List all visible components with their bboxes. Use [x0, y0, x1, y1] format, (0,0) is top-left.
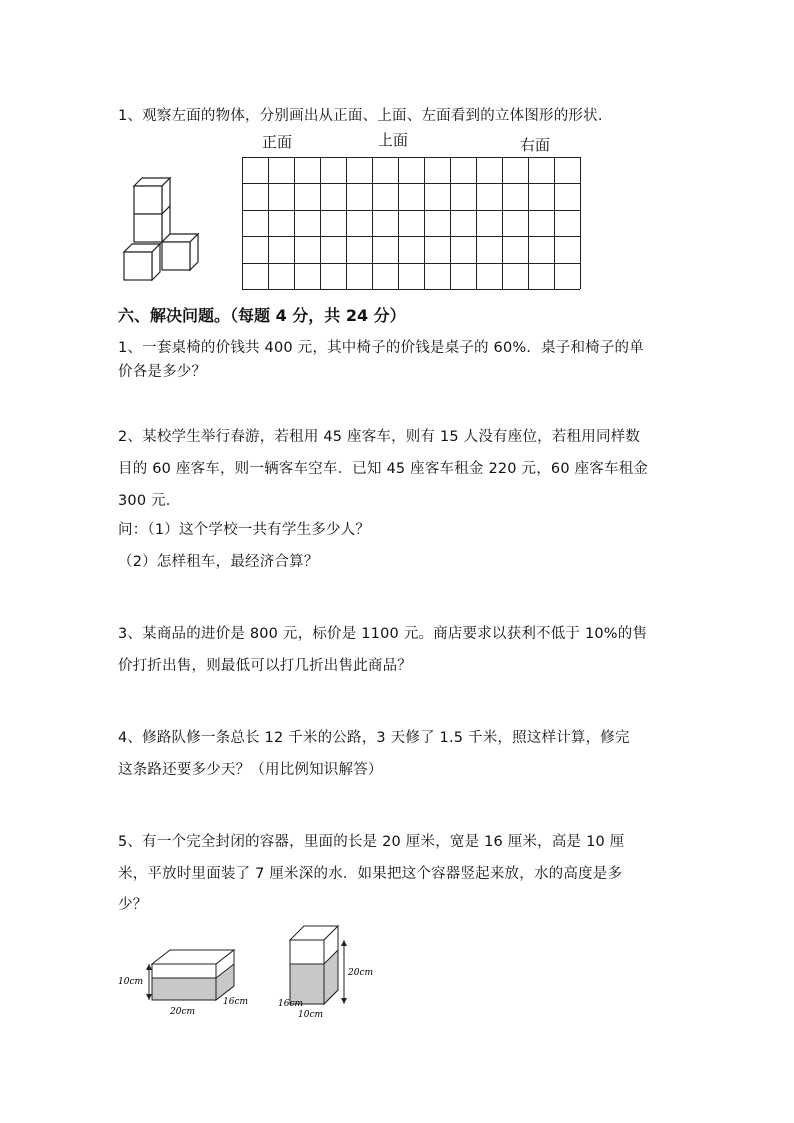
label-front-view: 正面	[262, 133, 293, 151]
q2-line-4: 问：（1）这个学校一共有学生多少人？	[118, 522, 371, 538]
cube-stack-figure	[120, 176, 200, 286]
upright-water-front	[290, 964, 324, 1004]
q4-line-1: 4、修路队修一条总长 12 千米的公路，3 天修了 1.5 千米，照这样计算，修完	[118, 730, 630, 746]
upright-width-label: 16cm	[278, 999, 304, 1009]
flat-width-label: 16cm	[223, 997, 249, 1007]
label-right-view: 右面	[520, 136, 551, 154]
q5-line-1: 5、有一个完全封闭的容器，里面的长是 20 厘米，宽是 16 厘米，高是 10 厘	[118, 834, 625, 850]
upright-length-label: 10cm	[298, 1010, 324, 1020]
q2-line-5: （2）怎样租车，最经济合算？	[118, 554, 319, 570]
flat-water-front	[152, 978, 216, 1000]
q2-line-2: 目的 60 座客车，则一辆客车空车．已知 45 座客车租金 220 元，60 座客车租金	[118, 461, 649, 477]
q5-line-3: 少？	[118, 897, 148, 913]
q-views-text: 1、观察左面的物体，分别画出从正面、上面、左面看到的立体图形的形状.	[118, 108, 603, 124]
drawing-grid	[242, 157, 580, 289]
q3-line-1: 3、某商品的进价是 800 元，标价是 1100 元。商店要求以获利不低于 10%的售	[118, 626, 648, 642]
q1-line-2: 价各是多少？	[118, 364, 207, 380]
label-top-view: 上面	[378, 131, 409, 149]
section-heading: 六、解决问题。（每题 4 分，共 24 分）	[118, 306, 406, 325]
q2-line-1: 2、某校学生举行春游，若租用 45 座客车，则有 15 人没有座位，若租用同样数	[118, 429, 641, 445]
upright-height-label: 20cm	[348, 968, 374, 978]
q3-line-2: 价打折出售，则最低可以打几折出售此商品？	[118, 658, 412, 674]
flat-length-label: 20cm	[170, 1007, 196, 1017]
flat-height-label: 10cm	[118, 977, 144, 987]
flat-container-figure	[118, 948, 258, 1018]
upright-container-figure	[276, 920, 386, 1020]
q2-line-3: 300 元．	[118, 493, 181, 509]
q5-line-2: 米，平放时里面装了 7 厘米深的水．如果把这个容器竖起来放，水的高度是多	[118, 866, 623, 882]
q4-line-2: 这条路还要多少天？（用比例知识解答）	[118, 762, 383, 778]
q1-line-1: 1、一套桌椅的价钱共 400 元，其中椅子的价钱是桌子的 60%．桌子和椅子的单	[118, 340, 644, 356]
